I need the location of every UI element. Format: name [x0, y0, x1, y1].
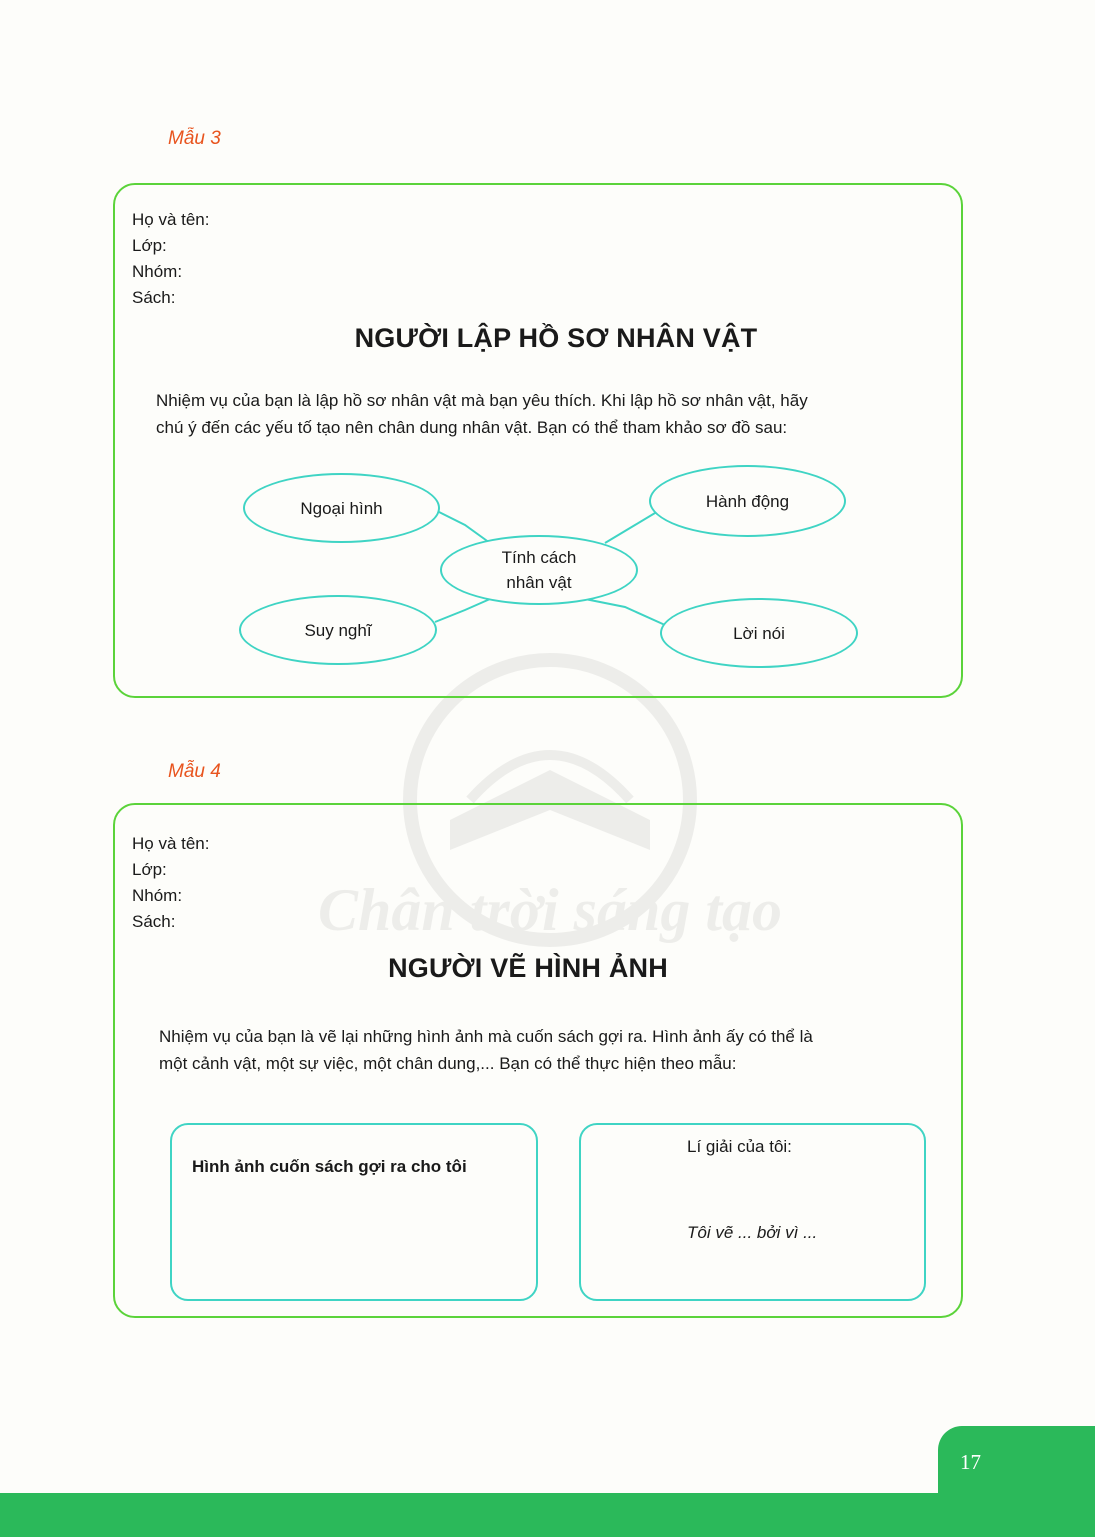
watermark-text: Chân trời sáng tạo [317, 877, 783, 943]
thought-label: Suy nghĩ [304, 620, 372, 640]
sample4-label: Mẫu 4 [168, 761, 221, 782]
character-trait-label [502, 545, 577, 595]
appearance-ellipse [243, 473, 440, 543]
instructions-line: chú ý đến các yếu tố tạo nên chân dung nhân vật. Bạn có thể tham khảo sơ đồ sau: [156, 418, 788, 437]
group-field-label: Nhóm: [132, 886, 183, 905]
sample4-title: NGƯỜI VẼ HÌNH ẢNH [388, 953, 668, 983]
name-field-label: Họ và tên: [132, 210, 210, 229]
sample4-instructions [159, 1023, 813, 1077]
action-label: Hành động [705, 491, 790, 511]
center-label-line: nhân vật [506, 573, 572, 592]
class-field-label: Lớp: [132, 860, 167, 879]
thought-ellipse [239, 595, 437, 665]
instructions-line: Nhiệm vụ của bạn là lập hồ sơ nhân vật mà bạn yêu thích. Khi lập hồ sơ nhân vật, hãy [156, 391, 808, 410]
sample3-card [113, 183, 963, 698]
reason-box-title: Lí giải của tôi: [687, 1137, 792, 1156]
sample4-card [113, 803, 963, 1318]
instructions-line: Nhiệm vụ của bạn là vẽ lại những hình ảnh mà cuốn sách gợi ra. Hình ảnh ấy có thể là [159, 1027, 813, 1046]
footer-bar [0, 1493, 1095, 1537]
reasoning-box [579, 1123, 926, 1301]
action-ellipse [649, 465, 846, 537]
name-field-label: Họ và tên: [132, 834, 210, 853]
student-info-fields [132, 831, 210, 935]
instructions-line: một cảnh vật, một sự việc, một chân dung,... Bạn có thể thực hiện theo mẫu: [159, 1054, 737, 1073]
reason-box-text: Tôi vẽ ... bởi vì ... [687, 1223, 818, 1242]
speech-ellipse [660, 598, 858, 668]
appearance-label: Ngoại hình [300, 498, 383, 518]
image-box-title: Hình ảnh cuốn sách gợi ra cho tôi [192, 1157, 467, 1176]
book-field-label: Sách: [132, 288, 176, 307]
sample3-title: NGƯỜI LẬP HỒ SƠ NHÂN VẬT [354, 323, 758, 353]
speech-label: Lời nói [733, 623, 785, 643]
character-trait-ellipse [440, 535, 638, 605]
sample3-label: Mẫu 3 [168, 128, 221, 149]
book-field-label: Sách: [132, 912, 176, 931]
class-field-label: Lớp: [132, 236, 167, 255]
center-label-line: Tính cách [501, 548, 577, 567]
page-number: 17 [960, 1450, 981, 1474]
image-drawing-box [170, 1123, 538, 1301]
group-field-label: Nhóm: [132, 262, 183, 281]
